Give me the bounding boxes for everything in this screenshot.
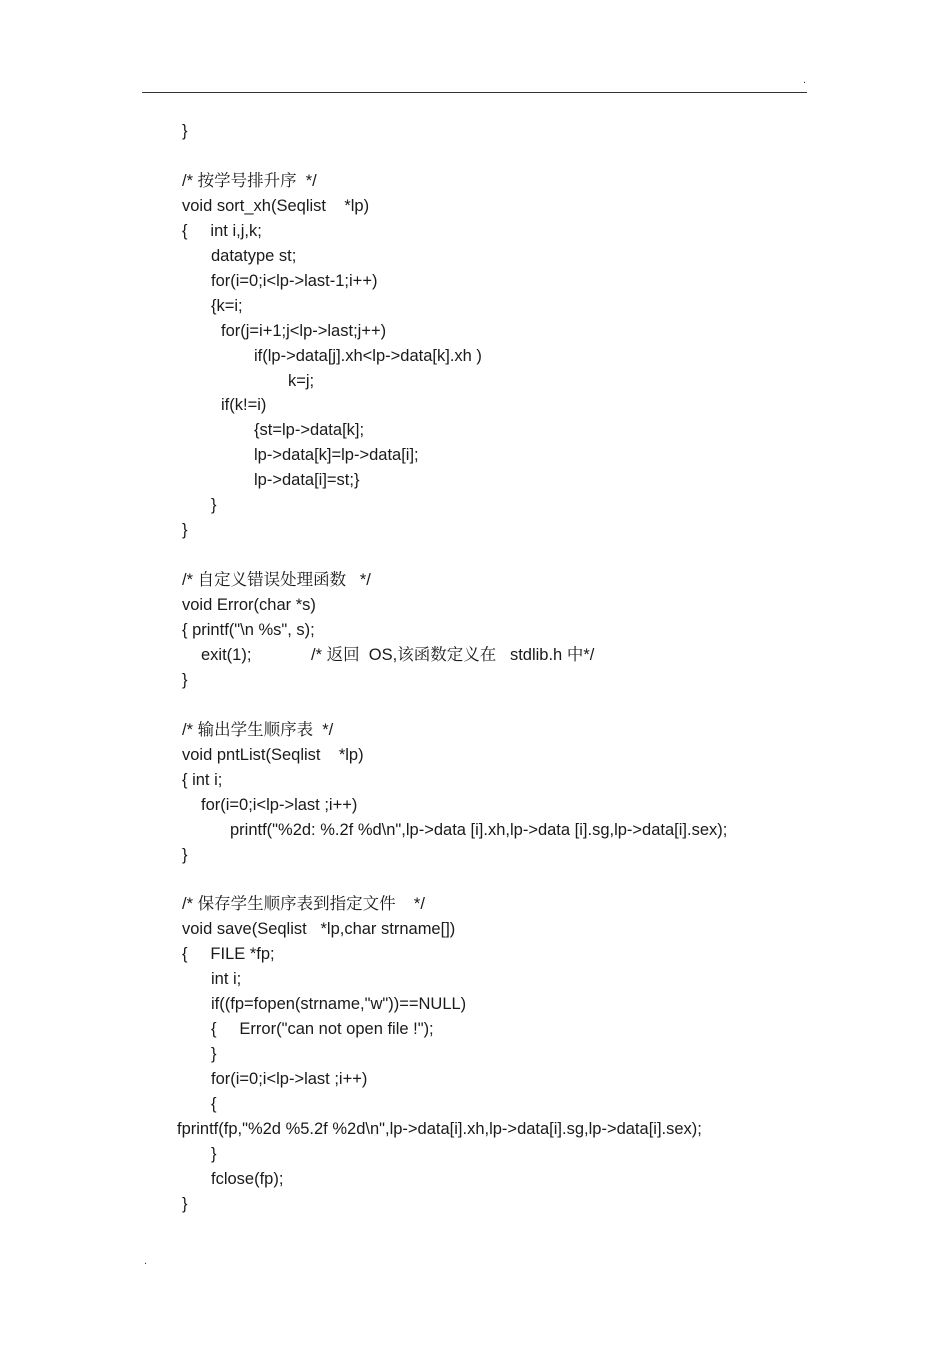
code-line: void save(Seqlist *lp,char strname[]) xyxy=(182,920,456,938)
code-line: for(i=0;i<lp->last-1;i++) xyxy=(211,272,378,290)
code-line: { int i; xyxy=(182,771,223,789)
code-line: /* 按学号排升序 */ xyxy=(182,172,317,190)
code-line: } xyxy=(182,521,188,539)
code-line: {k=i; xyxy=(211,297,243,315)
code-line: fprintf(fp,"%2d %5.2f %2d\n",lp->data[i].xh,lp->data[i].sg,lp->data[i].sex); xyxy=(177,1120,702,1138)
code-line: { int i,j,k; xyxy=(182,222,262,240)
code-line: if(lp->data[j].xh<lp->data[k].xh ) xyxy=(254,347,482,365)
code-line: { Error("can not open file !"); xyxy=(211,1020,434,1038)
code-line: } xyxy=(211,1045,217,1063)
code-line: void Error(char *s) xyxy=(182,596,316,614)
code-line: lp->data[i]=st;} xyxy=(254,471,360,489)
code-line: } xyxy=(182,846,188,864)
code-line: datatype st; xyxy=(211,247,297,265)
code-line: } xyxy=(211,1145,217,1163)
code-line: } xyxy=(211,496,217,514)
code-line: /* 保存学生顺序表到指定文件 */ xyxy=(182,895,425,913)
code-line: /* 输出学生顺序表 */ xyxy=(182,721,334,739)
code-line: } xyxy=(182,671,188,689)
code-line: k=j; xyxy=(288,372,315,390)
code-line: printf("%2d: %.2f %d\n",lp->data [i].xh,lp->data [i].sg,lp->data[i].sex); xyxy=(230,821,728,839)
code-line: if((fp=fopen(strname,"w"))==NULL) xyxy=(211,995,467,1013)
code-line: void sort_xh(Seqlist *lp) xyxy=(182,197,370,215)
code-line: {st=lp->data[k]; xyxy=(254,421,365,439)
code-line: } xyxy=(182,1195,188,1213)
code-line: lp->data[k]=lp->data[i]; xyxy=(254,446,419,464)
code-line: { printf("\n %s", s); xyxy=(182,621,315,639)
page-mark-top-right: . xyxy=(803,74,807,86)
code-line: int i; xyxy=(211,970,242,988)
code-line: } xyxy=(182,122,188,140)
page-mark-bottom-left: . xyxy=(144,1255,148,1267)
code-line: { FILE *fp; xyxy=(182,945,275,963)
code-line: { xyxy=(211,1095,217,1113)
code-line: for(j=i+1;j<lp->last;j++) xyxy=(221,322,387,340)
code-line: for(i=0;i<lp->last ;i++) xyxy=(201,796,358,814)
code-line: exit(1); /* 返回 OS,该函数定义在 stdlib.h 中*/ xyxy=(201,646,595,664)
code-line: void pntList(Seqlist *lp) xyxy=(182,746,364,764)
code-line: for(i=0;i<lp->last ;i++) xyxy=(211,1070,368,1088)
code-line: /* 自定义错误处理函数 */ xyxy=(182,571,371,589)
code-line: fclose(fp); xyxy=(211,1170,284,1188)
code-line: if(k!=i) xyxy=(221,396,267,414)
